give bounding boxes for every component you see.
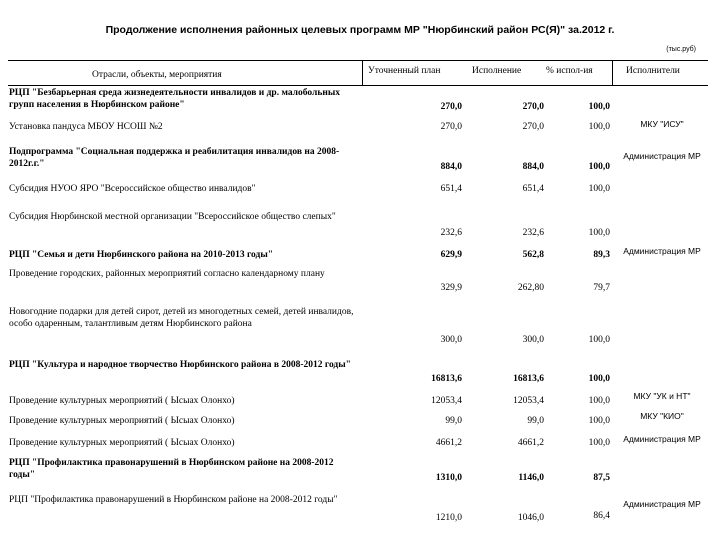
row-plan: 232,6 [440, 228, 462, 238]
row-pct: 100,0 [588, 374, 610, 384]
row-name: Установка пандуса МБОУ НСОШ №2 [9, 122, 163, 132]
row-exec: 16813,6 [513, 374, 544, 384]
header-pct: % испол-ия [546, 66, 593, 76]
row-name: РЦП "Семья и дети Нюрбинского района на 2010-2013 годы" [9, 250, 274, 260]
row-pct: 100,0 [588, 228, 610, 238]
row-pct: 100,0 [588, 396, 610, 406]
row-name: Проведение культурных мероприятий ( Ысыах Олонхо) [9, 438, 235, 448]
header-executors: Исполнители [626, 66, 680, 76]
row-plan: 629,9 [440, 250, 462, 260]
row-pct: 100,0 [588, 335, 610, 345]
row-name: РЦП "Профилактика правонарушений в Нюрбинском районе на 2008-2012 годы" [9, 495, 338, 505]
row-plan: 270,0 [440, 122, 462, 132]
row-plan: 270,0 [440, 102, 462, 112]
row-plan: 884,0 [440, 162, 462, 172]
row-exec: 4661,2 [517, 438, 544, 448]
row-pct: 100,0 [588, 438, 610, 448]
table-top-border [8, 60, 708, 61]
row-name: РЦП "Безбарьерная среда жизнедеятельности инвалидов и др. малобольных групп населения в Нюрбинском районе" [9, 88, 341, 110]
row-exec: 99,0 [527, 416, 544, 426]
row-pct: 100,0 [588, 102, 610, 112]
table-header-divider [8, 85, 708, 86]
row-name: РЦП "Профилактика правонарушений в Нюрбинском районе на 2008-2012 годы" [9, 458, 334, 480]
row-plan: 1210,0 [435, 513, 462, 523]
row-name: Проведение культурных мероприятий ( Ысыах Олонхо) [9, 396, 235, 406]
header-name: Отрасли, объекты, мероприятия [92, 70, 222, 80]
header-plan: Уточненный план [368, 66, 441, 76]
row-plan: 1310,0 [435, 473, 462, 483]
report-title: Продолжение исполнения районных целевых программ МР "Нюрбинский район РС(Я)" за.2012 г. [105, 24, 615, 36]
row-name: Проведение городских, районных мероприятий согласно календарному плану [9, 269, 325, 279]
row-plan: 16813,6 [431, 374, 462, 384]
row-exec: 270,0 [522, 102, 544, 112]
row-plan: 4661,2 [435, 438, 462, 448]
row-exec: 262,80 [517, 283, 544, 293]
row-name: Проведение культурных мероприятий ( Ысыах Олонхо) [9, 416, 235, 426]
row-exec: 12053,4 [513, 396, 544, 406]
row-exec: 300,0 [522, 335, 544, 345]
row-name: Новогодние подарки для детей сирот, детей из многодетных семей, детей инвалидов, особо одаренным, талантливым детям Нюрбинского района [9, 307, 354, 329]
row-executor: МКУ "УК и НТ" [633, 391, 691, 401]
units-note: (тыс.руб) [666, 46, 696, 53]
row-pct: 87,5 [593, 473, 610, 483]
row-plan: 329,9 [440, 283, 462, 293]
row-executor: Администрация МР [623, 499, 701, 509]
row-name: Субсидия НУОО ЯРО "Всероссийское общество инвалидов" [9, 184, 256, 194]
row-exec: 651,4 [522, 184, 544, 194]
column-divider-plan [362, 60, 363, 85]
row-plan: 12053,4 [431, 396, 462, 406]
row-plan: 651,4 [440, 184, 462, 194]
row-pct: 100,0 [588, 184, 610, 194]
row-exec: 884,0 [522, 162, 544, 172]
row-plan: 300,0 [440, 335, 462, 345]
row-exec: 232,6 [522, 228, 544, 238]
row-executor: МКУ "КИО" [640, 411, 684, 421]
header-exec: Исполнение [472, 66, 522, 76]
row-executor: Администрация МР [623, 246, 701, 256]
row-pct: 86,4 [593, 511, 610, 521]
row-pct: 100,0 [588, 122, 610, 132]
row-exec: 1146,0 [518, 473, 544, 483]
row-executor: Администрация МР [623, 434, 701, 444]
row-executor: Администрация МР [623, 151, 701, 161]
row-executor: МКУ "ИСУ" [640, 119, 684, 129]
row-name: РЦП "Культура и народное творчество Нюрбинского района в 2008-2012 годы" [9, 360, 351, 370]
row-pct: 79,7 [593, 283, 610, 293]
column-divider-executors [612, 60, 613, 85]
row-exec: 270,0 [522, 122, 544, 132]
row-name: Субсидия Нюрбинской местной организации "Всероссийское общество слепых" [9, 212, 336, 222]
row-pct: 89,3 [593, 250, 610, 260]
row-name: Подпрограмма "Социальная поддержка и реабилитация инвалидов на 2008-2012г.г." [9, 147, 340, 169]
row-plan: 99,0 [445, 416, 462, 426]
row-pct: 100,0 [588, 416, 610, 426]
row-exec: 562,8 [522, 250, 544, 260]
row-exec: 1046,0 [517, 513, 544, 523]
row-pct: 100,0 [588, 162, 610, 172]
